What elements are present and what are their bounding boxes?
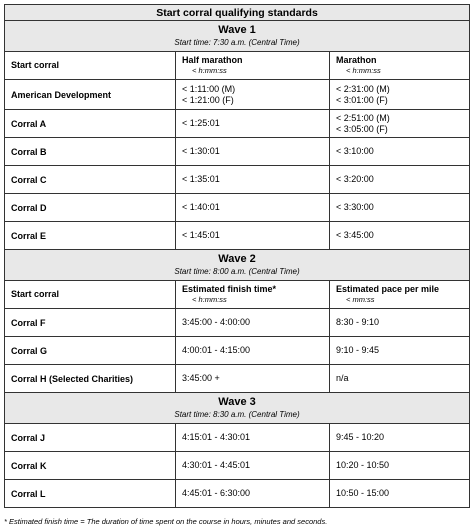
table-row (5, 480, 470, 508)
time-cell (330, 80, 470, 110)
time-cell (176, 365, 330, 393)
corral-name: Corral E (5, 222, 176, 250)
column-header (5, 52, 176, 80)
column-header-unit: < mm:ss (346, 295, 375, 304)
wave-header (5, 250, 470, 281)
time-cell (176, 80, 330, 110)
column-header (176, 52, 330, 80)
table-row (5, 365, 470, 393)
column-header-label: Estimated finish time* (182, 284, 277, 294)
time-value: 4:15:01 - 4:30:01 (182, 432, 251, 442)
time-cell (176, 166, 330, 194)
column-header-label: Start corral (11, 289, 60, 299)
time-value: 3:45:00 + (182, 373, 220, 383)
time-value: < 3:10:00 (336, 146, 374, 156)
column-header-unit: < h:mm:ss (192, 66, 227, 75)
column-header (5, 281, 176, 309)
table-row (5, 194, 470, 222)
table-row (5, 166, 470, 194)
corral-name: Corral K (5, 452, 176, 480)
time-cell (330, 166, 470, 194)
footnote: * Estimated finish time = The duration of time spent on the course in hours, minutes and seconds. (4, 517, 328, 526)
time-value: 8:30 - 9:10 (336, 317, 380, 327)
time-value: 9:45 - 10:20 (336, 432, 385, 442)
time-value: < 2:31:00 (M) (336, 83, 390, 94)
corral-name: Corral H (Selected Charities) (5, 365, 176, 393)
time-value: 4:00:01 - 4:15:00 (182, 345, 251, 355)
corral-standards-table (4, 4, 470, 508)
wave-name: Wave 3 (218, 395, 256, 408)
column-header-unit: < h:mm:ss (192, 295, 227, 304)
column-header-row (5, 281, 470, 309)
table-title: Start corral qualifying standards (5, 5, 470, 21)
corral-name: Corral B (5, 138, 176, 166)
time-value: 4:45:01 - 6:30:00 (182, 488, 251, 498)
time-value: 10:20 - 10:50 (336, 460, 390, 470)
table-row (5, 337, 470, 365)
column-header-label: Half marathon (182, 55, 243, 65)
corral-name: American Development (5, 80, 176, 110)
corral-name: Corral G (5, 337, 176, 365)
column-header (330, 281, 470, 309)
time-value: < 1:25:01 (182, 118, 220, 128)
time-value: 9:10 - 9:45 (336, 345, 380, 355)
time-value: < 3:30:00 (336, 202, 374, 212)
time-value: < 3:45:00 (336, 230, 374, 240)
column-header (176, 281, 330, 309)
table-row (5, 138, 470, 166)
time-value: < 1:45:01 (182, 230, 220, 240)
time-value: < 1:11:00 (M) (182, 83, 236, 94)
time-value: < 1:35:01 (182, 174, 220, 184)
time-cell (330, 452, 470, 480)
time-cell (330, 424, 470, 452)
time-cell (330, 194, 470, 222)
corral-name: Corral L (5, 480, 176, 508)
column-header-label: Start corral (11, 60, 60, 70)
time-cell (176, 452, 330, 480)
wave-name: Wave 1 (218, 23, 256, 36)
column-header-unit: < h:mm:ss (346, 66, 381, 75)
corral-name: Corral F (5, 309, 176, 337)
wave-start-time: Start time: 8:30 a.m. (Central Time) (174, 409, 300, 419)
time-cell (330, 110, 470, 138)
table-row (5, 424, 470, 452)
time-value: 10:50 - 15:00 (336, 488, 390, 498)
time-value: < 3:20:00 (336, 174, 374, 184)
table-row (5, 222, 470, 250)
time-cell (330, 365, 470, 393)
corral-name: Corral C (5, 166, 176, 194)
table-row (5, 452, 470, 480)
table-row (5, 110, 470, 138)
wave-name: Wave 2 (218, 252, 256, 265)
table-row (5, 309, 470, 337)
wave-header (5, 21, 470, 52)
corral-name: Corral A (5, 110, 176, 138)
time-cell (176, 480, 330, 508)
time-cell (176, 194, 330, 222)
time-value: < 1:30:01 (182, 146, 220, 156)
time-value: < 3:01:00 (F) (336, 94, 388, 105)
time-cell (330, 480, 470, 508)
time-cell (330, 138, 470, 166)
time-value: 4:30:01 - 4:45:01 (182, 460, 251, 470)
time-value: < 2:51:00 (M) (336, 112, 390, 123)
wave-header (5, 393, 470, 424)
column-header-label: Estimated pace per mile (336, 284, 440, 294)
column-header-row (5, 52, 470, 80)
time-cell (330, 309, 470, 337)
corral-name: Corral J (5, 424, 176, 452)
time-cell (176, 337, 330, 365)
time-cell (176, 110, 330, 138)
time-value: < 1:40:01 (182, 202, 220, 212)
time-cell (176, 222, 330, 250)
column-header-label: Marathon (336, 55, 377, 65)
time-cell (176, 424, 330, 452)
time-cell (176, 138, 330, 166)
time-value: < 3:05:00 (F) (336, 123, 388, 134)
time-cell (176, 309, 330, 337)
time-value: 3:45:00 - 4:00:00 (182, 317, 251, 327)
column-header (330, 52, 470, 80)
time-value: n/a (336, 373, 349, 383)
table-row (5, 80, 470, 110)
time-cell (330, 337, 470, 365)
wave-start-time: Start time: 7:30 a.m. (Central Time) (174, 37, 300, 47)
time-cell (330, 222, 470, 250)
corral-name: Corral D (5, 194, 176, 222)
time-value: < 1:21:00 (F) (182, 94, 234, 105)
wave-start-time: Start time: 8:00 a.m. (Central Time) (174, 266, 300, 276)
